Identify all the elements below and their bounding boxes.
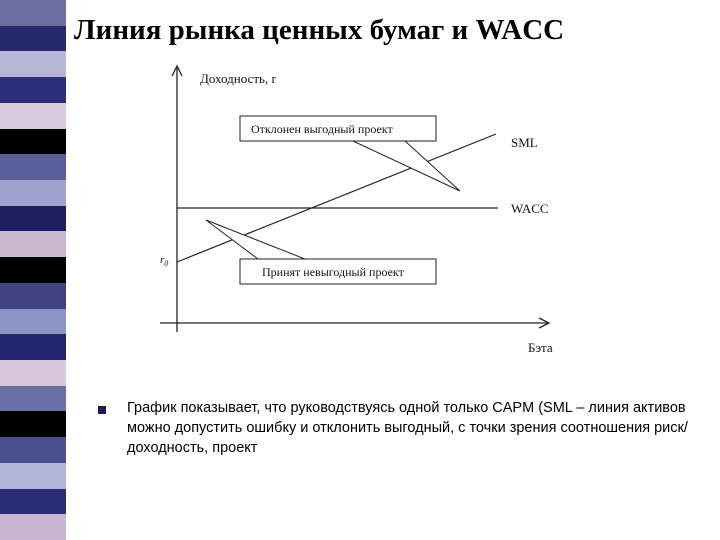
callout-accepted-text: Принят невыгодный проект [262,265,404,279]
stripe-segment [0,231,66,257]
bullet-marker [98,406,106,414]
stripe-segment [0,154,66,180]
stripe-segment [0,489,66,515]
stripe-segment [0,411,66,437]
stripe-segment [0,257,66,283]
bullet-text: График показывает, что руководствуясь одной только CAPM (SML – линия активов можно допустить ошибку и отклонить выгодный, с точки зрения соотношения риск/доходность, проект [127,400,688,456]
stripe-segment [0,206,66,232]
sml-label: SML [511,135,538,150]
stripe-segment [0,463,66,489]
sml-line [177,134,496,262]
y-axis-label: Доходность, r [200,71,276,86]
wacc-label: WACC [511,201,549,216]
intercept-label [160,254,168,268]
callout-rejected-pointer [353,141,460,191]
callout-accepted-pointer [206,220,305,259]
callout-rejected-text: Отклонен выгодный проект [251,122,393,136]
intercept-subscript: 0 [164,259,169,268]
x-axis-label: Бэта [528,340,553,355]
slide-title: Линия рынка ценных бумаг и WACC [74,14,565,46]
stripe-segment [0,360,66,386]
stripe-segment [0,283,66,309]
stripe-segment [0,180,66,206]
sml-wacc-diagram [150,60,610,360]
stripe-segment [0,0,66,26]
stripe-segment [0,334,66,360]
stripe-segment [0,77,66,103]
stripe-segment [0,437,66,463]
decorative-stripe-bar [0,0,66,540]
stripe-segment [0,51,66,77]
stripe-segment [0,309,66,335]
stripe-segment [0,26,66,52]
stripe-segment [0,129,66,155]
intercept-symbol: r [160,254,165,266]
stripe-segment [0,103,66,129]
stripe-segment [0,386,66,412]
stripe-segment [0,514,66,540]
